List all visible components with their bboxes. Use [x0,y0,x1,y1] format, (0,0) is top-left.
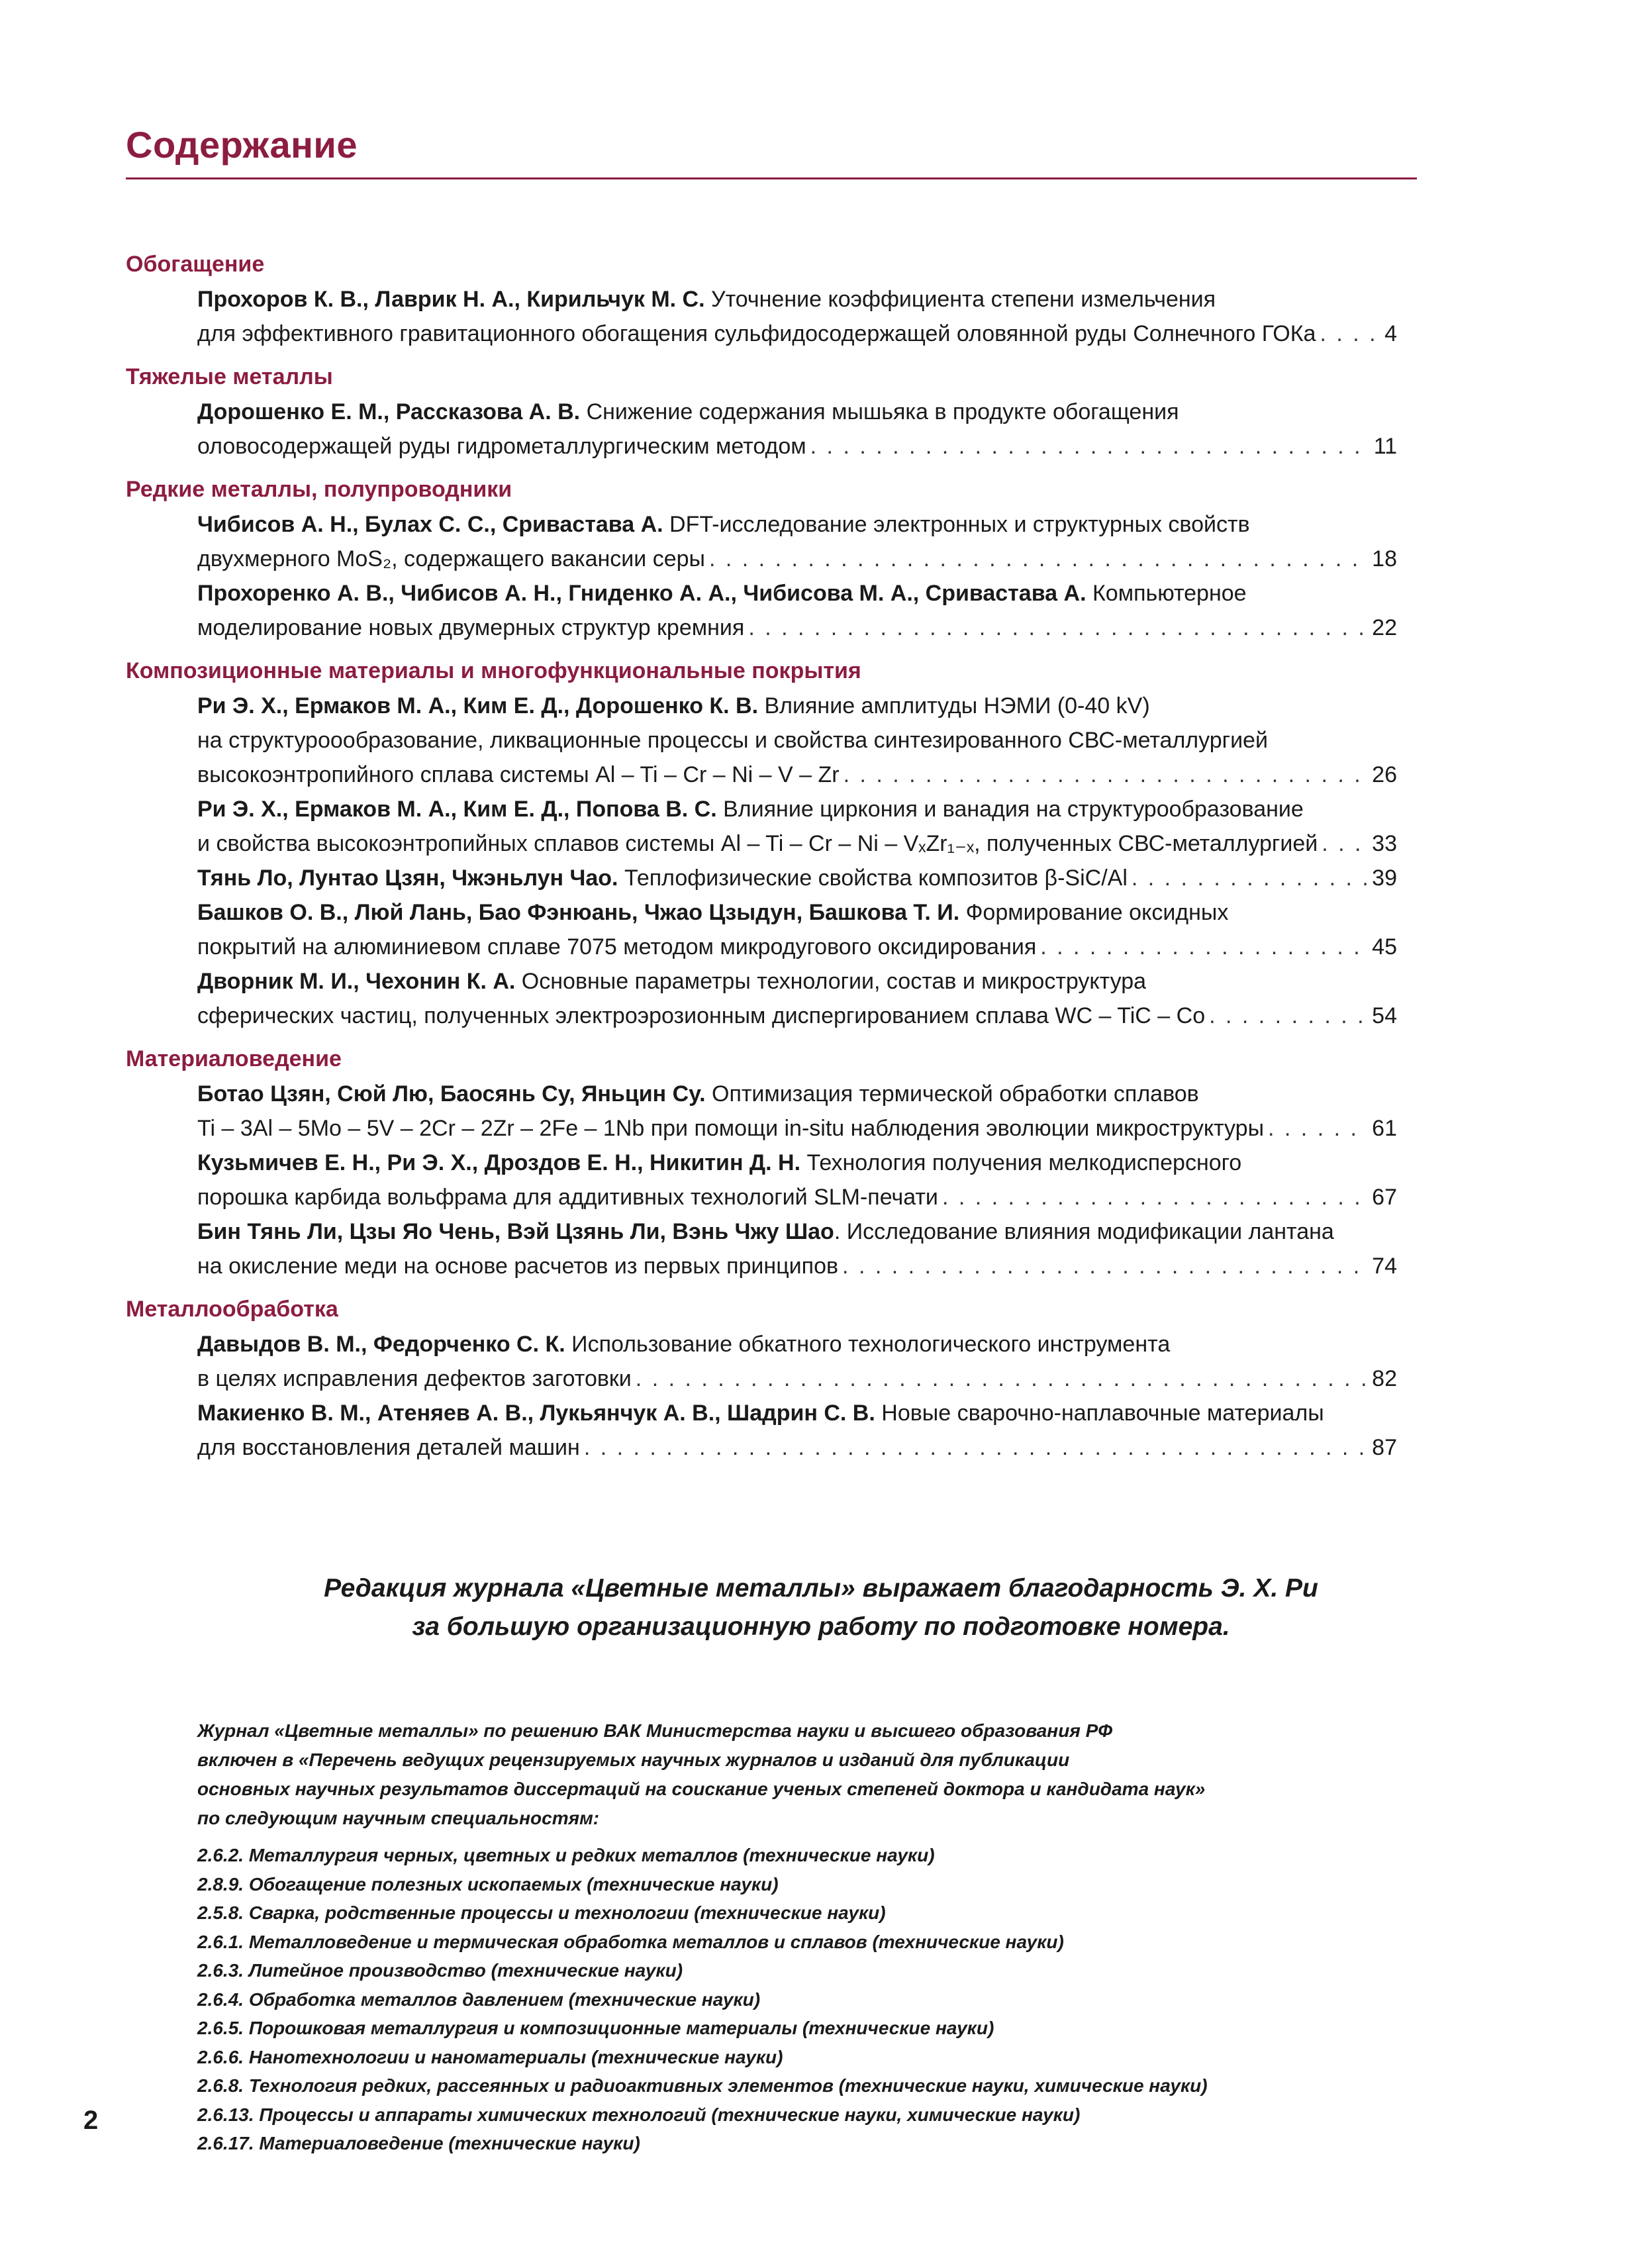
toc-entry-authors: Кузьмичев Е. Н., Ри Э. Х., Дроздов Е. Н., Никитин Д. Н. [197,1150,801,1175]
toc-entry[interactable] [197,1146,1397,1214]
dot-leader [1209,999,1368,1033]
dot-leader [844,758,1369,792]
toc-entry-first-line [197,1146,1397,1180]
toc-entry-authors: Ботао Цзян, Сюй Лю, Баосянь Су, Яньцин Су. [197,1081,706,1107]
page-title: Содержание [126,124,358,166]
toc-entry-page: 11 [1373,434,1397,459]
toc-entry-last-line [197,826,1397,861]
toc-entry-title-end: высокоэнтропийного сплава системы Al – Ti – Cr – Ni – V – Zr [197,762,840,787]
toc-entry[interactable] [197,861,1397,895]
toc-entry-last-line [197,1430,1397,1465]
dot-leader [584,1430,1368,1465]
toc-entry-title-end: сферических частиц, полученных электроэрозионным диспергированием сплава WC – TiC – Co [197,1003,1206,1028]
toc-entry-title-start: Использование обкатного технологического инструмента [565,1332,1171,1357]
toc-entry-title-end: в целях исправления дефектов заготовки [197,1366,632,1391]
toc-entry-page: 45 [1372,934,1397,960]
toc-entry-last-line [197,1249,1397,1283]
toc-entry-title-end: Теплофизические свойства композитов β-SiC/Al [624,865,1128,891]
toc-entry[interactable] [197,282,1397,351]
dot-leader [1132,861,1368,895]
toc-entry-page: 18 [1372,546,1397,571]
toc-entry-title-start: Формирование оксидных [959,900,1229,925]
toc-entry-title-end: и свойства высокоэнтропийных сплавов системы Al – Ti – Cr – Ni – VₓZr₁₋ₓ, полученных СВС-металлургией [197,831,1318,856]
toc-entry-title-end: порошка карбида вольфрама для аддитивных технологий SLM-печати [197,1185,938,1210]
toc-entry-last-line [197,611,1397,645]
table-of-contents [126,246,1397,1465]
toc-entry-first-line [197,1077,1397,1111]
toc-entry-last-line [197,542,1397,576]
dot-leader [1320,317,1380,351]
toc-entry-last-line [197,317,1397,351]
toc-section-title: Тяжелые металлы [126,364,333,389]
dot-leader [1322,826,1368,861]
toc-entry-title-start: DFT-исследование электронных и структурных свойств [663,512,1250,537]
vak-specialty: 2.6.5. Порошковая металлургия и композиционные материалы (технические науки) [197,2018,994,2038]
toc-entry-title-end: для эффективного гравитационного обогащения сульфидосодержащей оловянной руды Солнечного ГОКа [197,321,1316,346]
toc-entry-page: 39 [1372,865,1397,891]
vak-specialty: 2.6.8. Технология редких, рассеянных и радиоактивных элементов (технические науки, химические науки) [197,2075,1208,2096]
toc-entry-title-end: Ti – 3Al – 5Mo – 5V – 2Cr – 2Zr – 2Fe – 1Nb при помощи in-situ наблюдения эволюции микроструктуры [197,1116,1265,1141]
vak-specialty: 2.6.13. Процессы и аппараты химических технологий (технические науки, химические науки) [197,2104,1081,2125]
toc-section-title: Композиционные материалы и многофункциональные покрытия [126,658,861,683]
vak-specialty: 2.5.8. Сварка, родственные процессы и технологии (технические науки) [197,1902,886,1923]
toc-entry-title-start: Основные параметры технологии, состав и микроструктура [515,969,1147,994]
vak-intro-line: основных научных результатов диссертаций на соискание ученых степеней доктора и кандидата наук» [197,1779,1206,1799]
toc-entry-authors: Ри Э. Х., Ермаков М. А., Ким Е. Д., Попова В. С. [197,797,717,822]
toc-entry-first-line [197,1214,1397,1249]
vak-intro-line: включен в «Перечень ведущих рецензируемых научных журналов и изданий для публикации [197,1750,1070,1770]
toc-entry-page: 26 [1372,762,1397,787]
vak-specialty: 2.6.1. Металловедение и термическая обработка металлов и сплавов (технические науки) [197,1931,1064,1952]
toc-entry-last-line [197,999,1397,1033]
toc-section-title: Материаловедение [126,1046,342,1071]
toc-entry-page: 54 [1372,1003,1397,1028]
vak-intro-line: по следующим научным специальностям: [197,1808,600,1828]
dot-leader [636,1361,1368,1396]
toc-entry-last-line [197,1180,1397,1214]
toc-entry-last-line [197,861,1397,895]
toc-entry-first-line [197,282,1397,317]
toc-entry-authors: Прохоров К. В., Лаврик Н. А., Кирильчук М. С. [197,287,705,312]
dot-leader [942,1180,1368,1214]
toc-entry-title-start: Влияние циркония и ванадия на структурообразование [716,797,1304,822]
toc-entry-page: 33 [1372,831,1397,856]
toc-entry-first-line [197,792,1397,826]
toc-entry-title-end: оловосодержащей руды гидрометаллургическим методом [197,434,806,459]
toc-entry-last-line [197,930,1397,964]
dot-leader [709,542,1368,576]
dot-leader [842,1249,1368,1283]
toc-entry-first-line [197,1327,1397,1361]
toc-entry-title-end: на окисление меди на основе расчетов из первых принципов [197,1254,839,1279]
toc-entry-title-start: Влияние амплитуды НЭМИ (0-40 kV) [758,693,1150,718]
toc-entry[interactable] [197,1327,1397,1396]
toc-entry[interactable] [197,395,1397,464]
vak-specialty: 2.6.6. Нанотехнологии и наноматериалы (технические науки) [197,2046,783,2067]
toc-entry[interactable] [197,1214,1397,1283]
toc-entry-first-line [197,689,1397,723]
toc-entry-title-end: двухмерного MoS₂, содержащего вакансии серы [197,546,705,571]
toc-entry[interactable] [197,689,1397,792]
toc-section-title: Металлообработка [126,1297,338,1322]
toc-entry-authors: Дорошенко Е. М., Рассказова А. В. [197,399,581,424]
toc-entry-page: 22 [1372,615,1397,640]
toc-entry-page: 87 [1372,1435,1397,1460]
toc-entry[interactable] [197,895,1397,964]
toc-entry-title-start: . Исследование влияния модификации лантана [834,1219,1334,1244]
toc-entry-page: 74 [1372,1254,1397,1279]
page-number: 2 [83,2106,99,2135]
toc-entry-authors: Дворник М. И., Чехонин К. А. [197,969,516,994]
toc-entry-title-end: моделирование новых двумерных структур кремния [197,615,745,640]
toc-entry-authors: Чибисов А. Н., Булах С. С., Сривастава А. [197,512,663,537]
dot-leader [748,611,1368,645]
toc-entry[interactable] [197,792,1397,861]
vak-specialty: 2.6.4. Обработка металлов давлением (технические науки) [197,1989,761,2010]
toc-entry-title-start: Уточнение коэффициента степени измельчения [704,287,1216,312]
toc-entry[interactable] [197,1396,1397,1465]
toc-entry-last-line [197,1361,1397,1396]
toc-section-title: Обогащение [126,252,265,277]
toc-entry-title-start: Новые сварочно-наплавочные материалы [875,1401,1324,1426]
toc-entry[interactable] [197,1077,1397,1146]
toc-entry-first-line [197,895,1397,930]
toc-entry-first-line [197,507,1397,542]
vak-specialty: 2.8.9. Обогащение полезных ископаемых (технические науки) [197,1873,779,1895]
toc-entry-authors: Тянь Ло, Лунтао Цзян, Чжэньлун Чао. [197,865,618,891]
toc-entry-title-start: Компьютерное [1086,581,1247,606]
toc-entry-authors: Прохоренко А. В., Чибисов А. Н., Гниденко А. А., Чибисова М. А., Сривастава А. [197,581,1087,606]
toc-entry-page: 82 [1372,1366,1397,1391]
dot-leader [1268,1111,1368,1146]
toc-entry-authors: Ри Э. Х., Ермаков М. А., Ким Е. Д., Дорошенко К. В. [197,693,759,718]
toc-entry[interactable] [197,964,1397,1033]
acknowledgement-line-1: Редакция журнала «Цветные металлы» выражает благодарность Э. Х. Ри [324,1574,1318,1602]
toc-entry-first-line [197,964,1397,999]
toc-entry-last-line [197,1111,1397,1146]
toc-entry-authors: Давыдов В. М., Федорченко С. К. [197,1332,565,1357]
toc-section-title: Редкие металлы, полупроводники [126,477,512,502]
toc-entry-first-line [197,1396,1397,1430]
toc-entry-title-end: для восстановления деталей машин [197,1435,580,1460]
toc-entry-last-line [197,429,1397,464]
toc-entry-first-line [197,576,1397,611]
toc-entry-authors: Макиенко В. М., Атеняев А. В., Лукьянчук А. В., Шадрин С. В. [197,1401,875,1426]
vak-specialty: 2.6.2. Металлургия черных, цветных и редких металлов (технические науки) [197,1845,935,1865]
toc-entry-title-end: покрытий на алюминиевом сплаве 7075 методом микродугового оксидирования [197,934,1037,960]
vak-specialty: 2.6.3. Литейное производство (технические науки) [197,1960,683,1981]
acknowledgement-line-2: за большую организационную работу по подготовке номера. [412,1612,1230,1641]
acknowledgement [126,1569,1516,1646]
toc-entry-authors: Бин Тянь Ли, Цзы Яо Чень, Вэй Цзянь Ли, Вэнь Чжу Шао [197,1219,834,1244]
dot-leader [810,429,1370,464]
toc-entry-page: 61 [1372,1116,1397,1141]
toc-entry-title-start: Оптимизация термической обработки сплавов [705,1081,1199,1107]
toc-entry-authors: Башков О. В., Люй Лань, Бао Фэнюань, Чжао Цзыдун, Башкова Т. И. [197,900,960,925]
toc-entry-page: 67 [1372,1185,1397,1210]
vak-notice [197,1716,1389,2158]
toc-entry-title-middle: на структуроообразование, ликвационные процессы и свойства синтезированного СВС-металлургией [197,728,1268,753]
vak-intro-line: Журнал «Цветные металлы» по решению ВАК Министерства науки и высшего образования РФ [197,1720,1113,1741]
toc-entry-last-line [197,758,1397,792]
toc-entry[interactable] [197,507,1397,576]
vak-specialty: 2.6.17. Материаловедение (технические науки) [197,2133,640,2153]
toc-entry-title-start: Технология получения мелкодисперсного [800,1150,1242,1175]
dot-leader [1040,930,1368,964]
vak-specialty-list [197,1841,1389,2158]
vak-intro [197,1716,1389,1833]
toc-entry-page: 4 [1384,321,1397,346]
toc-entry-title-start: Снижение содержания мышьяка в продукте обогащения [580,399,1179,424]
toc-entry[interactable] [197,576,1397,645]
title-divider [126,177,1417,179]
toc-entry-first-line [197,395,1397,429]
